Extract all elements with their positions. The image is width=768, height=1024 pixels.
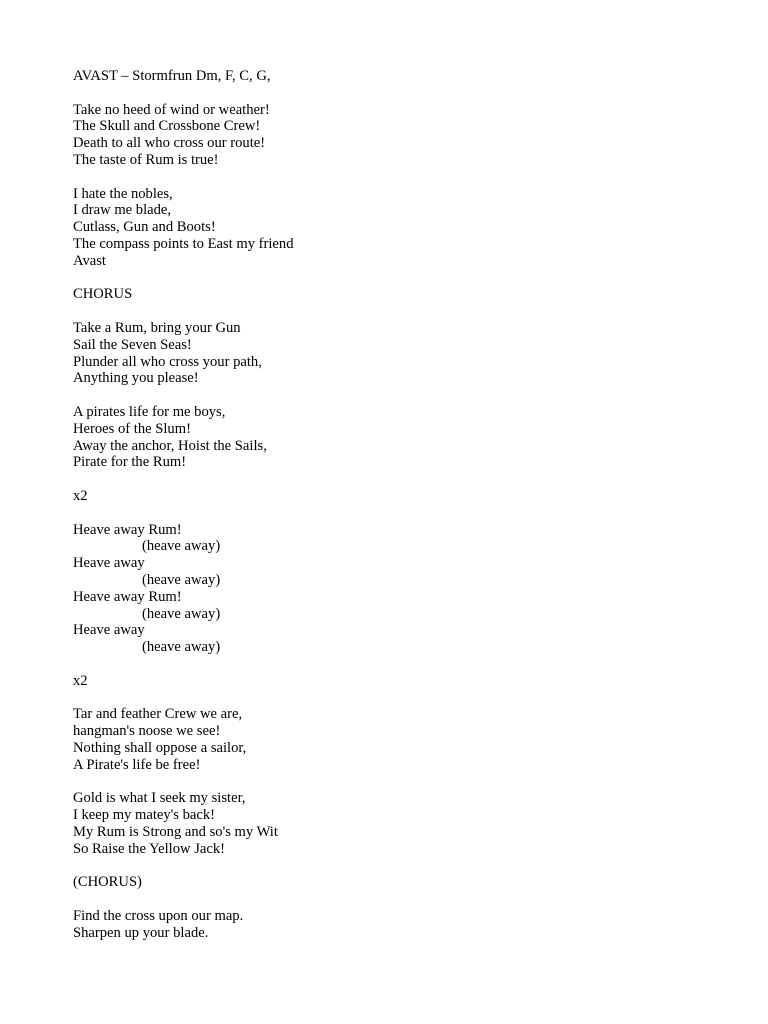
heave-response-3: (heave away) (142, 605, 221, 622)
heave-response-1: (heave away) (142, 538, 221, 555)
verse-2-line-5: Avast (73, 252, 106, 269)
verse-3-line-3: Nothing shall oppose a sailor, (73, 739, 247, 756)
repeat-marker: x2 (73, 672, 88, 689)
verse-1-line-3: Death to all who cross our route! (73, 135, 266, 152)
chorus-b-line-4: Pirate for the Rum! (73, 454, 187, 471)
chorus-a-line-2: Sail the Seven Seas! (73, 336, 192, 353)
chorus-a-line-1: Take a Rum, bring your Gun (73, 319, 241, 336)
heave-line-3: Heave away Rum! (73, 588, 182, 605)
blank-line (73, 471, 693, 488)
blank-line (73, 85, 693, 102)
heave-response-4: (heave away) (142, 639, 221, 656)
blank-line (73, 169, 693, 186)
verse-2-line-3: Cutlass, Gun and Boots! (73, 219, 216, 236)
lyrics-page (73, 68, 693, 941)
blank-line (73, 505, 693, 522)
chorus-b-line-1: A pirates life for me boys, (73, 403, 226, 420)
blank-line (73, 656, 693, 673)
chorus-b-line-2: Heroes of the Slum! (73, 420, 191, 437)
chorus-reprise: (CHORUS) (73, 874, 142, 891)
verse-1-line-2: The Skull and Crossbone Crew! (73, 118, 261, 135)
blank-line (73, 689, 693, 706)
chorus-a-line-4: Anything you please! (73, 370, 199, 387)
verse-1-line-1: Take no heed of wind or weather! (73, 101, 270, 118)
blank-line (73, 387, 693, 404)
verse-4-line-4: So Raise the Yellow Jack! (73, 840, 226, 857)
verse-3-line-2: hangman's noose we see! (73, 723, 221, 740)
blank-line (73, 303, 693, 320)
heave-line-4: Heave away (73, 622, 145, 639)
blank-line (73, 857, 693, 874)
song-title: AVAST – Stormfrun Dm, F, C, G, (73, 68, 271, 84)
verse-4-line-1: Gold is what I seek my sister, (73, 790, 246, 807)
blank-line (73, 891, 693, 908)
chorus-a-line-3: Plunder all who cross your path, (73, 353, 262, 370)
chorus-b-line-3: Away the anchor, Hoist the Sails, (73, 437, 267, 454)
verse-4-line-3: My Rum is Strong and so's my Wit (73, 823, 278, 840)
verse-2-line-2: I draw me blade, (73, 202, 172, 219)
heave-response-2: (heave away) (142, 571, 221, 588)
repeat-marker: x2 (73, 487, 88, 504)
verse-2-line-4: The compass points to East my friend (73, 235, 294, 252)
heave-line-2: Heave away (73, 555, 145, 572)
verse-3-line-1: Tar and feather Crew we are, (73, 706, 243, 723)
verse-3-line-4: A Pirate's life be free! (73, 756, 201, 773)
verse-1-line-4: The taste of Rum is true! (73, 151, 219, 168)
verse-2-line-1: I hate the nobles, (73, 185, 173, 202)
verse-4-line-2: I keep my matey's back! (73, 807, 216, 824)
blank-line (73, 773, 693, 790)
verse-5-line-2: Sharpen up your blade. (73, 924, 209, 941)
heave-line-1: Heave away Rum! (73, 521, 182, 538)
blank-line (73, 270, 693, 287)
chorus-heading: CHORUS (73, 286, 133, 303)
verse-5-line-1: Find the cross upon our map. (73, 907, 244, 924)
